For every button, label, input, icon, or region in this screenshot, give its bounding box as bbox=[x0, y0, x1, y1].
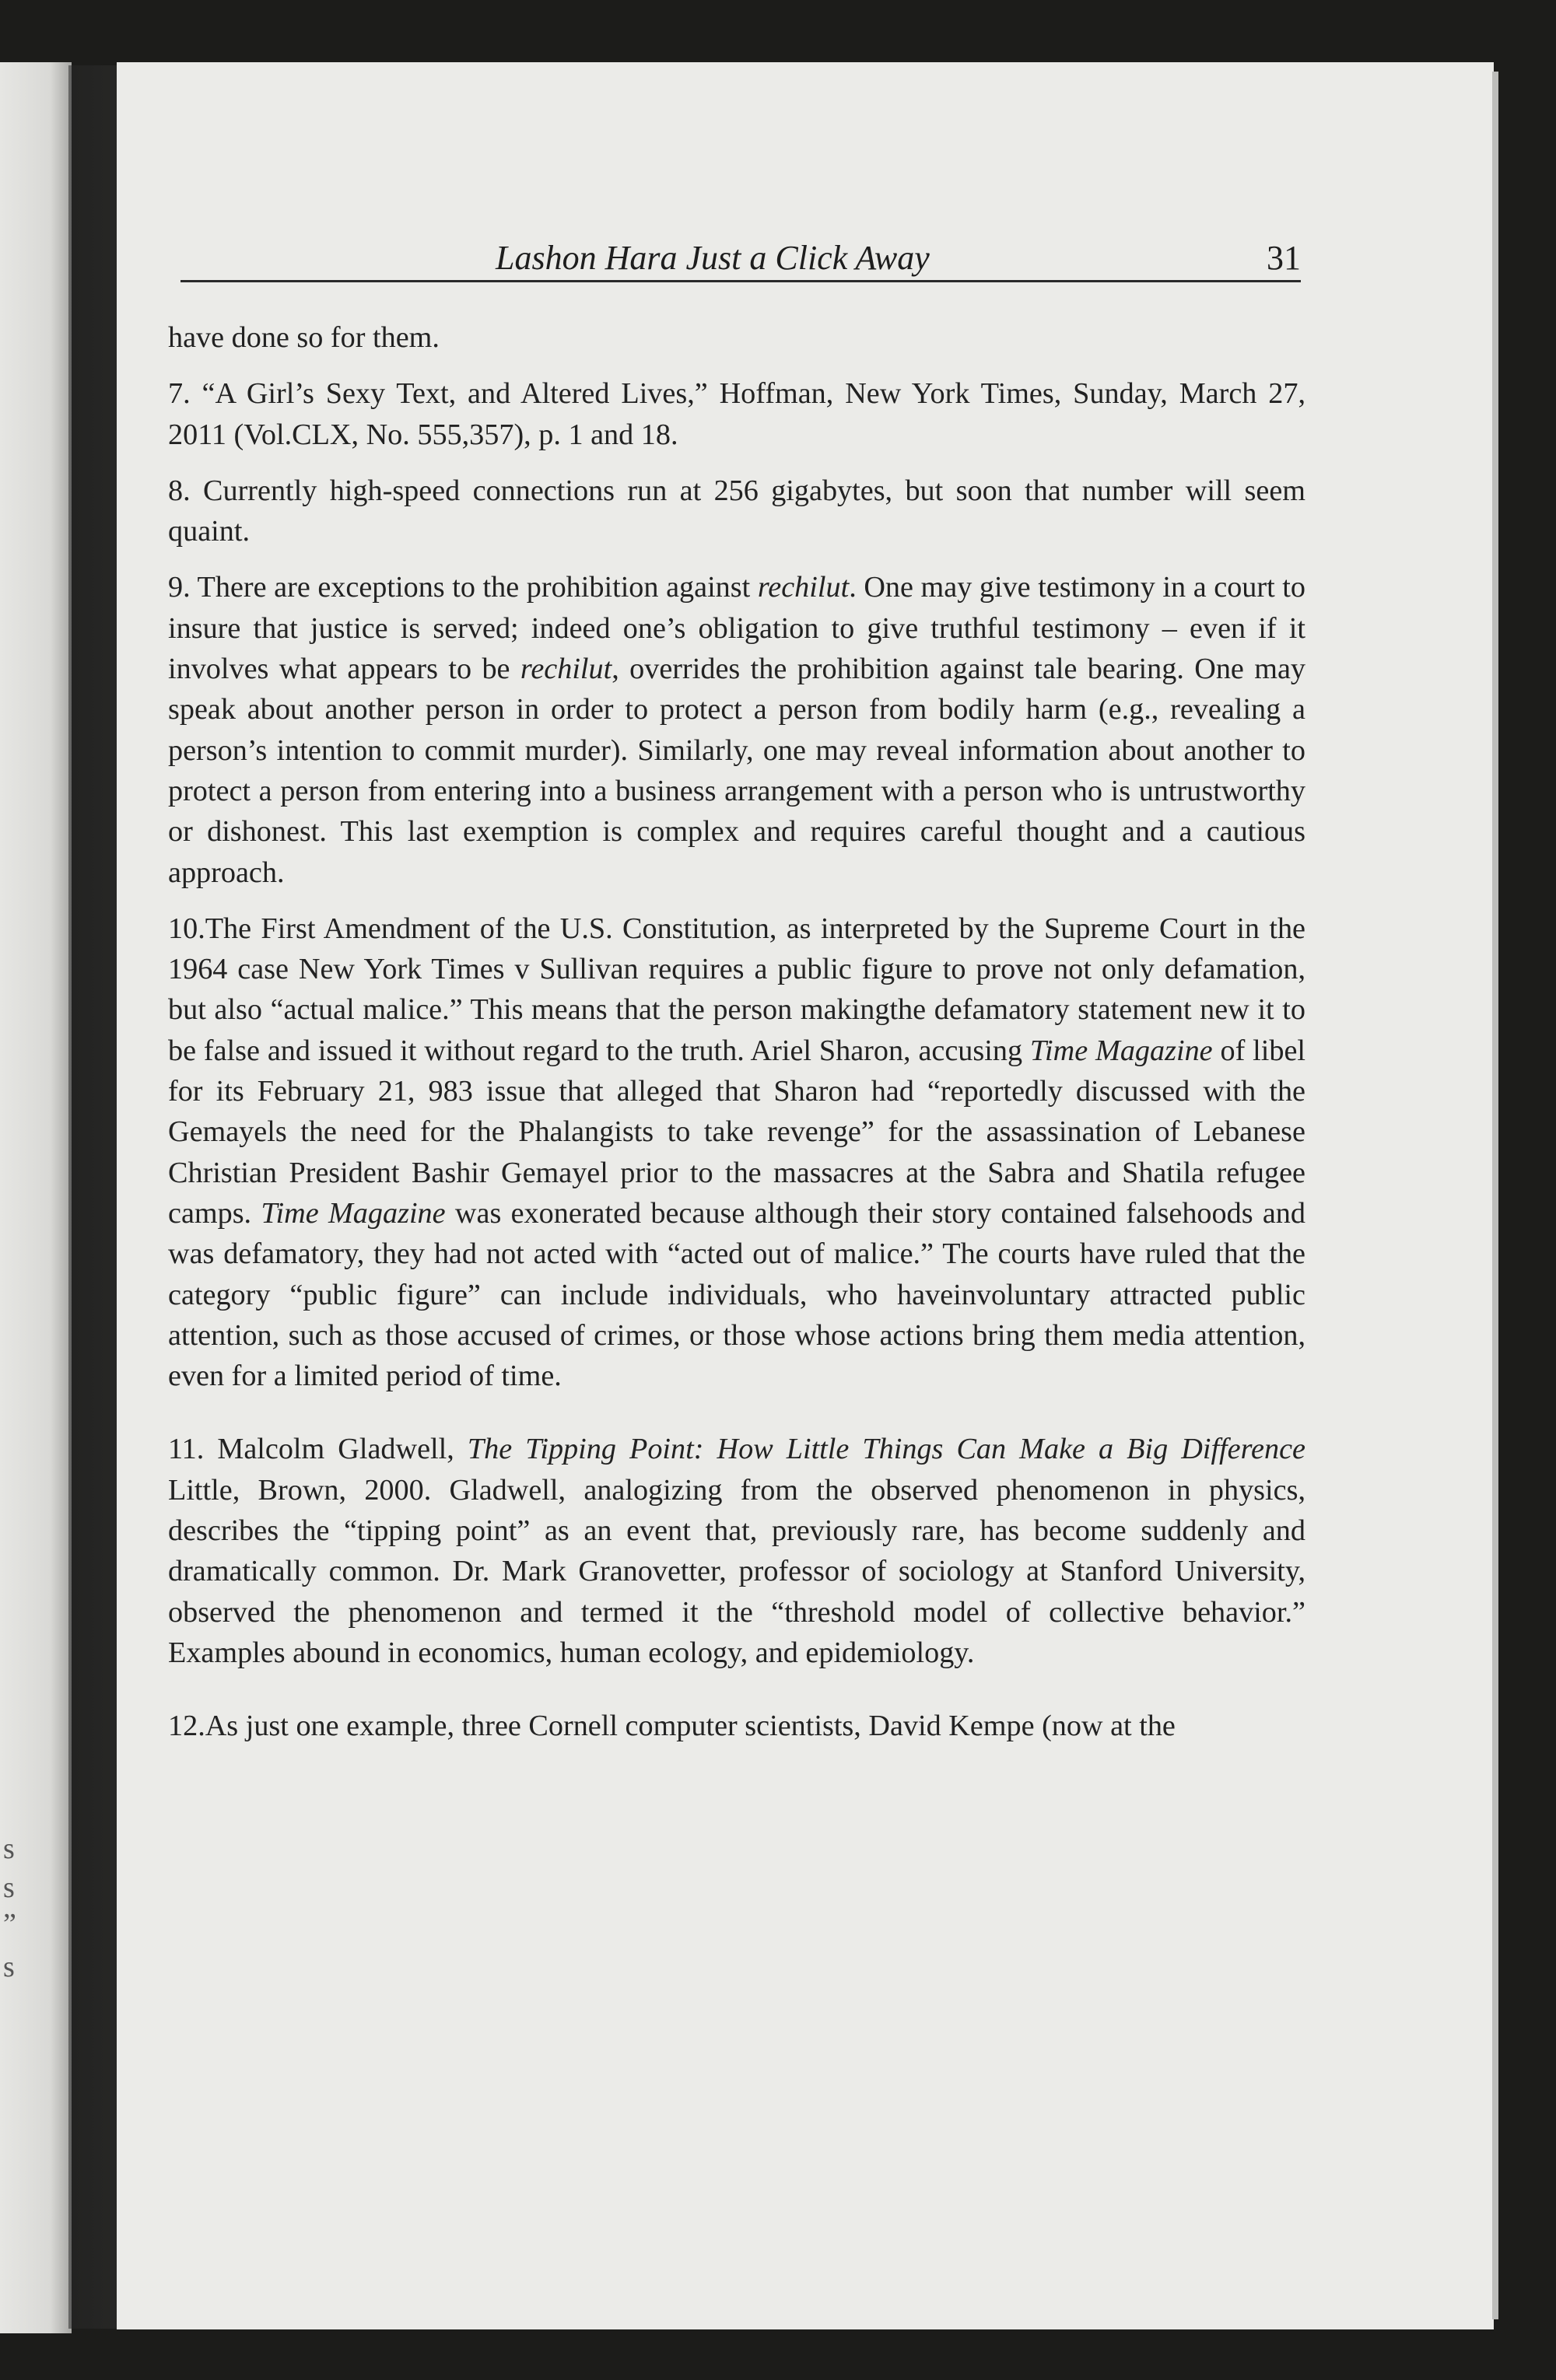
endnote-note-7 bbox=[168, 373, 1305, 455]
running-header bbox=[180, 235, 1301, 282]
endnote-continuation bbox=[168, 317, 1305, 358]
note-text: 12.As just one example, three Cornell computer scientists, David Kempe (now at the bbox=[168, 1710, 1176, 1743]
left-page bbox=[0, 62, 72, 2333]
page-number: 31 bbox=[1267, 239, 1301, 277]
italic-title: Time Magazine bbox=[261, 1196, 446, 1230]
note-text: 9. There are exceptions to the prohibition against bbox=[168, 571, 758, 604]
note-text: Little, Brown, 2000. Gladwell, analogizing from the observed phenomenon in physics, describes the “tipping point” as an event that, previously rare, has become suddenly and dramatically common. Dr. Mark Granovetter, professor of sociology at Stanford University, observed the phenomenon and termed it the “threshold model of collective behavior.” Examples abound in economics, human ecology, and epidemiology. bbox=[168, 1473, 1305, 1669]
left-page-fragment: ” bbox=[3, 1908, 16, 1941]
note-text: 11. Malcolm Gladwell, bbox=[168, 1433, 468, 1466]
left-page-fragment: s bbox=[3, 1871, 15, 1904]
endnote-note-9 bbox=[168, 567, 1305, 892]
endnote-note-10 bbox=[168, 908, 1305, 1397]
note-text: , overrides the prohibition against tale bearing. One may speak about another person in order to protect a person from bodily harm (e.g., revealing a person’s intention to commit murder). Similarly, one may reveal information about another to protect a person from entering into a business arrangement with a person who is untrustworthy or dishonest. This last exemption is complex and requires careful thought and a cautious approach. bbox=[168, 653, 1305, 889]
note-text: 10.The First Amendment of the U.S. Constitution, as interpreted by the Supreme Court in the 1964 case New York Times v Sullivan requires a public figure to prove not only defamation, but also “actual malice.” This means that the person makingthe defamatory statement new it to be false and issued it without regard to the truth. Ariel Sharon, accusing bbox=[168, 912, 1305, 1067]
endnotes-text bbox=[168, 317, 1305, 1762]
italic-title: rechilut bbox=[757, 571, 850, 604]
note-text: was exonerated because although their story contained falsehoods and was defamatory, they had not acted with “acted out of malice.” The courts have ruled that the category “public figure” can include individuals, who haveinvoluntary attracted public attention, such as those accused of crimes, or those whose actions bring them media attention, even for a limited period of time. bbox=[168, 1196, 1305, 1393]
italic-title: The Tipping Point: How Little Things Can Make a Big Difference bbox=[467, 1433, 1305, 1466]
endnote-note-8 bbox=[168, 471, 1305, 552]
left-page-fragment: s bbox=[3, 1832, 15, 1865]
note-text: 7. “A Girl’s Sexy Text, and Altered Lives,” Hoffman, New York Times, Sunday, March 27, 2011 (Vol.CLX, No. 555,357), p. 1 and 18. bbox=[168, 377, 1305, 451]
italic-title: rechilut bbox=[520, 653, 612, 686]
running-title: Lashon Hara Just a Click Away bbox=[496, 239, 930, 277]
italic-title: Time Magazine bbox=[1029, 1034, 1213, 1067]
note-text: have done so for them. bbox=[168, 321, 440, 354]
left-page-fragment: s bbox=[3, 1951, 15, 1983]
note-text: . One may give testimony in a court to insure that justice is served; indeed one’s obligation to give truthful testimony – even if it involves what appears to be bbox=[168, 571, 1305, 686]
endnote-note-12 bbox=[168, 1706, 1305, 1746]
gutter-shadow bbox=[68, 65, 123, 2329]
note-text: of libel for its February 21, 983 issue that alleged that Sharon had “reportedly discussed with the Gemayels the need for the Phalangists to take revenge” for the assassination of Lebanese Christian President Bashir Gemayel prior to the massacres at the Sabra and Shatila refugee camps. bbox=[168, 1034, 1306, 1230]
endnote-note-11 bbox=[168, 1429, 1305, 1673]
page-edge bbox=[1492, 72, 1498, 2319]
note-text: 8. Currently high-speed connections run at 256 gigabytes, but soon that number will seem quaint. bbox=[168, 474, 1305, 548]
